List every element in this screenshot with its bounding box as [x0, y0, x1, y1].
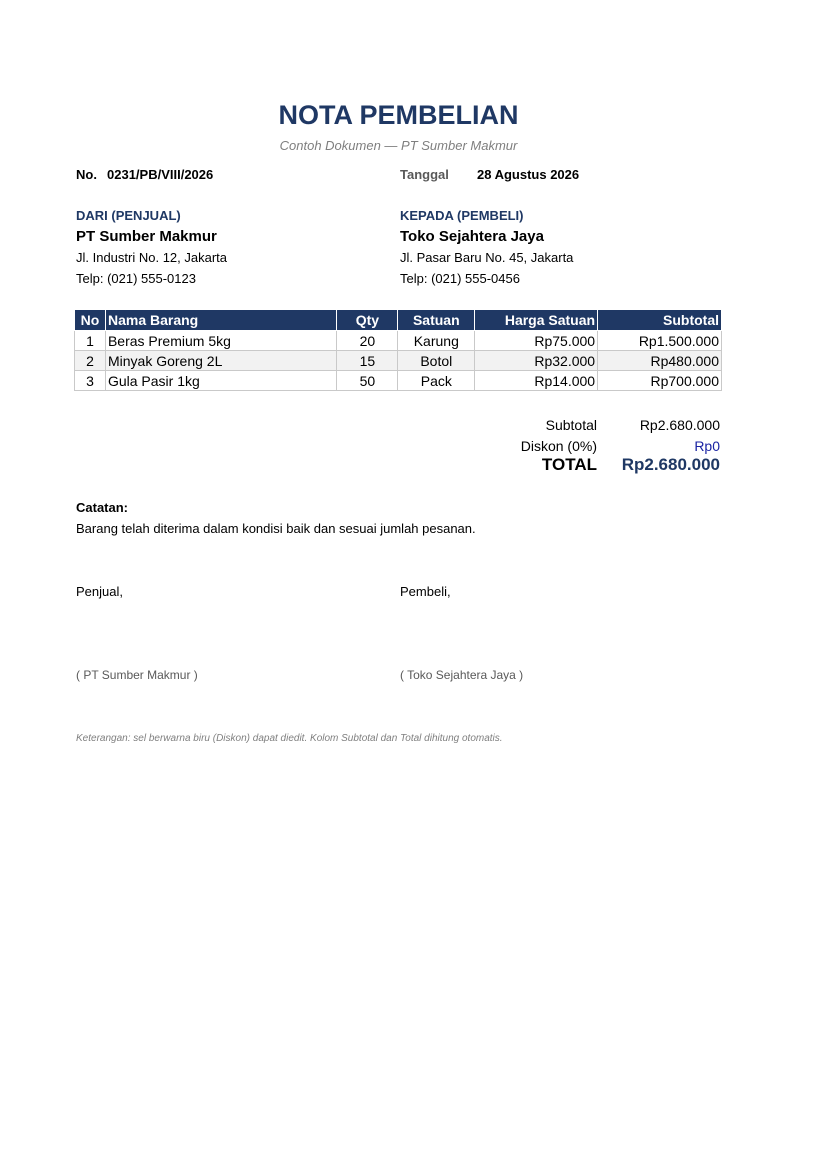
cell-unit: Karung — [398, 331, 475, 351]
discount-value[interactable]: Rp0 — [694, 438, 720, 454]
items-table — [74, 309, 722, 391]
seller-signature-label: Penjual, — [76, 584, 123, 599]
total-label: TOTAL — [541, 455, 597, 474]
buyer-heading: KEPADA (PEMBELI) — [400, 208, 524, 223]
seller-phone: Telp: (021) 555-0123 — [76, 271, 196, 286]
table-row — [75, 371, 722, 391]
cell-qty: 15 — [337, 351, 398, 371]
buyer-phone: Telp: (021) 555-0456 — [400, 271, 520, 286]
cell-subtotal: Rp700.000 — [598, 371, 722, 391]
notes-heading: Catatan: — [76, 500, 129, 515]
invoice-number-label: No. — [76, 167, 97, 182]
seller-name: PT Sumber Makmur — [76, 228, 217, 245]
buyer-signature-name: ( Toko Sejahtera Jaya ) — [400, 668, 524, 682]
notes-text: Barang telah diterima dalam kondisi baik dan sesuai jumlah pesanan. — [76, 521, 476, 536]
footer-remark: Keterangan: sel berwarna biru (Diskon) dapat diedit. Kolom Subtotal dan Total dihitung otomatis. — [76, 733, 503, 744]
cell-name: Beras Premium 5kg — [105, 331, 336, 351]
cell-subtotal: Rp480.000 — [598, 351, 722, 371]
header-name: Nama Barang — [105, 310, 336, 331]
cell-name: Gula Pasir 1kg — [105, 371, 336, 391]
cell-no: 2 — [75, 351, 106, 371]
cell-unit: Pack — [398, 371, 475, 391]
cell-price: Rp32.000 — [475, 351, 598, 371]
seller-signature-name: ( PT Sumber Makmur ) — [76, 668, 198, 682]
header-price: Harga Satuan — [475, 310, 598, 331]
seller-heading: DARI (PENJUAL) — [76, 208, 181, 223]
total-value: Rp2.680.000 — [621, 455, 720, 474]
cell-price: Rp75.000 — [475, 331, 598, 351]
table-row — [75, 331, 722, 351]
cell-name: Minyak Goreng 2L — [105, 351, 336, 371]
cell-subtotal: Rp1.500.000 — [598, 331, 722, 351]
cell-price: Rp14.000 — [475, 371, 598, 391]
document-title: NOTA PEMBELIAN — [278, 100, 519, 130]
cell-no: 1 — [75, 331, 106, 351]
subtotal-value: Rp2.680.000 — [639, 417, 720, 433]
buyer-address: Jl. Pasar Baru No. 45, Jakarta — [400, 250, 574, 265]
cell-qty: 20 — [337, 331, 398, 351]
date-label: Tanggal — [400, 167, 449, 182]
document-subtitle: Contoh Dokumen — PT Sumber Makmur — [279, 138, 518, 153]
invoice-number-value: 0231/PB/VIII/2026 — [107, 167, 214, 182]
header-subtotal: Subtotal — [598, 310, 722, 331]
seller-address: Jl. Industri No. 12, Jakarta — [76, 250, 228, 265]
table-header-row — [75, 310, 722, 331]
buyer-name: Toko Sejahtera Jaya — [400, 228, 544, 245]
discount-label: Diskon (0%) — [520, 438, 597, 454]
table-row — [75, 351, 722, 371]
cell-qty: 50 — [337, 371, 398, 391]
subtotal-label: Subtotal — [545, 417, 597, 433]
buyer-signature-label: Pembeli, — [400, 584, 451, 599]
cell-unit: Botol — [398, 351, 475, 371]
cell-no: 3 — [75, 371, 106, 391]
header-unit: Satuan — [398, 310, 475, 331]
date-value: 28 Agustus 2026 — [477, 167, 580, 182]
header-no: No — [75, 310, 106, 331]
header-qty: Qty — [337, 310, 398, 331]
